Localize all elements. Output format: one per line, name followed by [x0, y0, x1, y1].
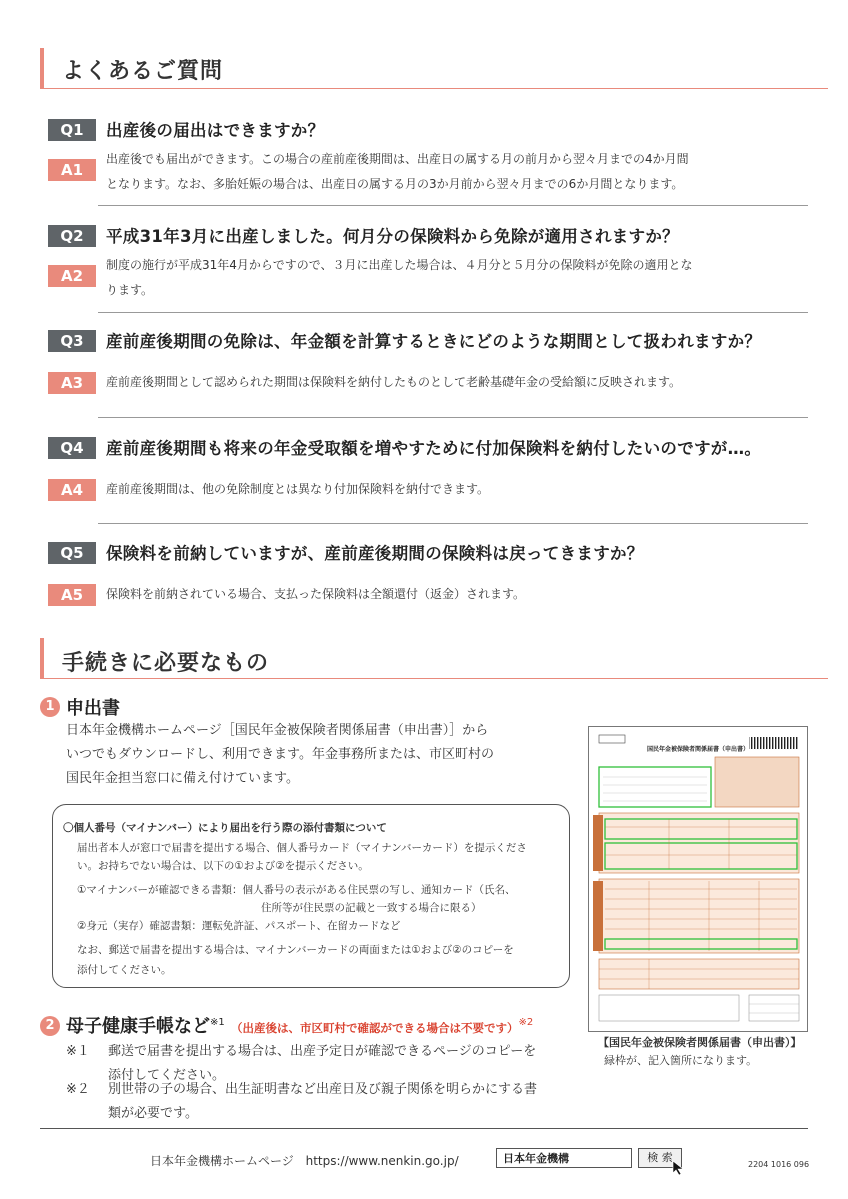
answer-line: 産前産後期間は、他の免除制度とは異なり付加保険料を納付できます。 — [106, 482, 490, 496]
note-mark: ※１ — [66, 1044, 90, 1059]
faq-section-header — [40, 48, 828, 89]
faq-divider — [98, 523, 808, 524]
number-badge-1: 1 — [40, 697, 60, 717]
footer-divider — [40, 1128, 808, 1129]
item2-paren: （出産後は、市区町村で確認ができる場合は不要です） — [231, 1021, 519, 1035]
answer-text — [106, 477, 806, 502]
form-caption — [598, 1034, 802, 1070]
item2-title-text: 母子健康手帳など — [66, 1016, 210, 1037]
item1-description — [66, 719, 566, 791]
question-text: 平成31年3月に出産しました。何月分の保険料から免除が適用されますか？ — [106, 227, 679, 246]
mynumber-note-box — [52, 804, 570, 988]
question-text: 産前産後期間も将来の年金受取額を増やすために付加保険料を納付したいのですが…。 — [106, 439, 762, 458]
note-line: 別世帯の子の場合、出生証明書など出産日及び親子関係を明らかにする書 — [108, 1082, 538, 1097]
desc-line: 国民年金担当窓口に備え付けています。 — [66, 771, 299, 786]
note-heading: 〇個人番号（マイナンバー）により届出を行う際の添付書類について — [63, 822, 387, 834]
answer-text — [106, 253, 806, 303]
faq-title: よくあるご質問 — [62, 59, 224, 84]
answer-line: 制度の施行が平成31年4月からですので、３月に出産した場合は、４月分と５月分の保険料が免除の適用とな — [106, 258, 693, 272]
footer-search-input[interactable]: 日本年金機構 — [496, 1148, 632, 1168]
note-mark: ※２ — [66, 1082, 90, 1097]
item2-title — [66, 1012, 533, 1038]
question-text: 産前産後期間の免除は、年金額を計算するときにどのような期間として扱われますか？ — [106, 332, 762, 351]
note-line: 添付してください。 — [77, 964, 172, 976]
note-line: 添付してください。 — [108, 1068, 226, 1083]
footer-label — [150, 1152, 459, 1169]
a-badge: A2 — [48, 265, 96, 287]
q-badge: Q5 — [48, 542, 96, 564]
note-line: 郵送で届書を提出する場合は、出産予定日が確認できるページのコピーを — [108, 1044, 537, 1059]
sup-note-1: ※1 — [210, 1017, 225, 1028]
faq-divider — [98, 417, 808, 418]
note-line: 住所等が住民票の記載と一致する場合に限る） — [261, 902, 482, 914]
question-text: 保険料を前納していますが、産前産後期間の保険料は戻ってきますか？ — [106, 544, 644, 563]
search-button-label: 検 索 — [647, 1151, 673, 1164]
faq-divider — [98, 312, 808, 313]
desc-line: いつでもダウンロードし、利用できます。年金事務所または、市区町村の — [66, 747, 494, 762]
q-badge: Q1 — [48, 119, 96, 141]
a-badge: A5 — [48, 584, 96, 606]
cursor-icon — [672, 1160, 686, 1176]
faq-divider — [98, 205, 808, 206]
a-badge: A4 — [48, 479, 96, 501]
q-badge: Q3 — [48, 330, 96, 352]
note-line: ②身元（実存）確認書類：運転免許証、パスポート、在留カードなど — [77, 920, 401, 932]
required-title: 手続きに必要なもの — [62, 651, 270, 676]
form-illustration — [589, 727, 807, 1031]
answer-line: となります。なお、多胎妊娠の場合は、出産日の属する月の3か月前から翌々月までの6か月間となります。 — [106, 177, 684, 191]
answer-text — [106, 370, 806, 395]
required-section-header — [40, 638, 828, 679]
a-badge: A1 — [48, 159, 96, 181]
note-body — [108, 1078, 588, 1126]
answer-text — [106, 582, 806, 607]
note-line: い。お持ちでない場合は、以下の①および②を提示ください。 — [77, 860, 369, 872]
answer-text — [106, 147, 806, 197]
desc-line: 日本年金機構ホームページ［国民年金被保険者関係届書（申出書）］から — [66, 723, 489, 738]
note-line: 届出者本人が窓口で届書を提出する場合、個人番号カード（マイナンバーカード）を提示くださ — [77, 842, 527, 854]
q-badge: Q4 — [48, 437, 96, 459]
sup-note-2: ※2 — [518, 1017, 534, 1028]
answer-line: ります。 — [106, 283, 154, 297]
note-line: ①マイナンバーが確認できる書類：個人番号の表示がある住民票の写し、通知カード（氏名、 — [77, 884, 516, 896]
footer-url[interactable]: https://www.nenkin.go.jp/ — [305, 1154, 459, 1168]
form-caption-1: 【国民年金被保険者関係届書（申出書）】 — [598, 1036, 802, 1049]
a-badge: A3 — [48, 372, 96, 394]
question-text: 出産後の届出はできますか？ — [106, 121, 325, 140]
q-badge: Q2 — [48, 225, 96, 247]
footer-site-label: 日本年金機構ホームページ — [150, 1154, 294, 1168]
barcode-icon — [749, 737, 799, 749]
item1-title: 申出書 — [66, 698, 120, 719]
application-form-image — [588, 726, 808, 1032]
note-line: なお、郵送で届書を提出する場合は、マイナンバーカードの両面または①および②のコピーを — [77, 944, 514, 956]
note-line: 類が必要です。 — [108, 1106, 198, 1121]
answer-line: 出産後でも届出ができます。この場合の産前産後期間は、出産日の属する月の前月から翌々月までの4か月間 — [106, 152, 689, 166]
answer-line: 産前産後期間として認められた期間は保険料を納付したものとして老齢基礎年金の受給額に反映されます。 — [106, 375, 682, 389]
number-badge-2: 2 — [40, 1016, 60, 1036]
form-caption-2: 緑枠が、記入箇所になります。 — [604, 1054, 758, 1067]
footer-code: 2204 1016 096 — [748, 1160, 810, 1169]
answer-line: 保険料を前納されている場合、支払った保険料は全額還付（返金）されます。 — [106, 587, 526, 601]
form-title: 国民年金被保険者関係届書（申出書） — [647, 746, 750, 753]
